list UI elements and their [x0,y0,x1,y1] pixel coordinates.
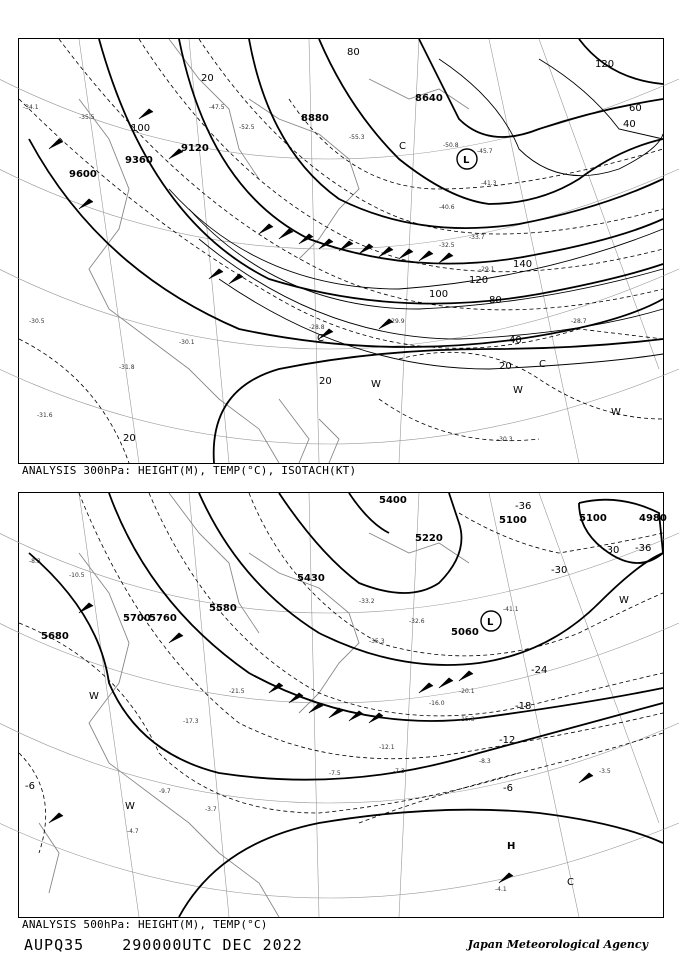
temp-sample: -3.7 [205,806,217,813]
warm-marker: W [371,379,381,390]
height-label: 5060 [451,627,479,638]
height-labels [41,495,667,642]
height-label: 4980 [639,513,667,524]
warm-marker: W [125,801,135,812]
height-label: 5100 [499,515,527,526]
isotherm-label: -18 [515,701,532,712]
temp-sample: -41.3 [481,180,497,187]
height-label: 5760 [149,613,177,624]
high-marker: H [507,841,516,852]
temp-sample: -8.3 [479,758,491,765]
isotach-label: 80 [347,47,360,58]
height-label: 5400 [379,495,407,506]
isotach-label: 20 [123,433,136,444]
temp-sample: -32.6 [409,618,425,625]
low-marker: L [463,155,470,166]
isotherm-label: -30 [603,545,620,556]
height-label: 5430 [297,573,325,584]
coastline [39,493,469,917]
isotherm-label: -24 [531,665,548,676]
temp-sample: -31.8 [119,364,135,371]
map-300hpa [19,39,663,463]
temp-sample: -30.5 [29,318,45,325]
isotherm-label: -36 [635,543,652,554]
caption-500hpa: ANALYSIS 500hPa: HEIGHT(M), TEMP(°C) [22,918,268,931]
isotach-label: 100 [131,123,151,134]
temp-sample: -33.2 [359,598,375,605]
low-marker: L [487,617,494,628]
temp-sample: -28.8 [309,324,325,331]
height-label: 5680 [41,631,69,642]
height-label: 5220 [415,533,443,544]
isotach-label: 20 [201,73,214,84]
temp-sample: -7.3 [393,768,405,775]
warm-marker: W [619,595,629,606]
isotherm-label: -6 [503,783,513,794]
temp-sample: -21.5 [229,688,245,695]
chart-300hpa [18,38,664,464]
isotherm-label: -6 [25,781,35,792]
isotach-label: 120 [595,59,615,70]
temp-sample: -10.5 [69,572,85,579]
isotach-label: 20 [319,376,332,387]
bulletin-header [24,936,331,954]
isotach-label: 20 [499,361,512,372]
cold-marker: C [317,333,324,344]
temp-sample: -3.5 [599,768,611,775]
cold-marker: C [399,141,406,152]
isotherm-label: -36 [515,501,532,512]
isotherm-labels [25,501,651,794]
height-label: 8640 [415,93,443,104]
height-labels [69,93,443,180]
isotach-labels [123,47,642,444]
graticule [0,493,679,917]
height-label: 9360 [125,155,153,166]
temp-sample: -35.5 [79,114,95,121]
height-contours [29,39,663,463]
temp-sample: -7.5 [329,770,341,777]
temp-sample: -40.6 [439,204,455,211]
temp-sample: -31.6 [37,412,53,419]
isotach-label: 40 [623,119,636,130]
isotach-label: 80 [489,295,502,306]
temp-sample: -30.3 [497,436,513,443]
height-label: 9120 [181,143,209,154]
temp-sample: -47.5 [209,104,225,111]
cold-marker: C [539,359,546,370]
temperature-samples [29,558,611,893]
temperature-samples [23,104,587,443]
temp-sample: -28.7 [571,318,587,325]
agency-name: Japan Meteorological Agency [467,938,648,951]
warm-marker: W [611,407,621,418]
height-label: 9600 [69,169,97,180]
isotherms [19,493,663,853]
caption-300hpa: ANALYSIS 300hPa: HEIGHT(M), TEMP(°C), ISOTACH(KT) [22,464,357,477]
temp-sample: -15.3 [459,716,475,723]
warm-marker: W [513,385,523,396]
isotherm-label: -12 [499,735,516,746]
temp-sample: -4.1 [495,886,507,893]
temp-sample: -34.1 [23,104,39,111]
height-label: 5700 [123,613,151,624]
temp-sample: -52.5 [239,124,255,131]
bulletin-code: AUPQ35 [24,936,85,954]
temp-sample: -45.7 [477,148,493,155]
cold-marker: C [567,877,574,888]
isotherm-label: -30 [551,565,568,576]
height-label: 5580 [209,603,237,614]
isotach-label: 140 [513,259,533,270]
isotach-label: 60 [629,103,642,114]
temp-sample: -8.3 [29,558,41,565]
temp-sample: -30.1 [179,339,195,346]
warm-marker: W [89,691,99,702]
temp-sample: -50.8 [443,142,459,149]
temp-sample: -29.1 [479,266,495,273]
chart-500hpa [18,492,667,918]
temp-sample: -4.7 [127,828,139,835]
temp-sample: -12.1 [379,744,395,751]
temp-sample: -17.3 [183,718,199,725]
bulletin-datetime: 290000UTC DEC 2022 [122,936,303,954]
map-500hpa [19,493,667,917]
temp-sample: -35.3 [369,638,385,645]
temp-sample: -29.9 [389,318,405,325]
temp-sample: -55.3 [349,134,365,141]
height-label: 8880 [301,113,329,124]
temp-sample: -41.1 [503,606,519,613]
temp-sample: -20.1 [459,688,475,695]
temp-sample: -16.0 [429,700,445,707]
height-contours [29,493,663,917]
temp-sample: -9.7 [159,788,171,795]
center-markers [89,595,629,888]
isotach-label: 40 [509,335,522,346]
temp-sample: -32.5 [439,242,455,249]
isotach-label: 100 [429,289,449,300]
isotach-label: 120 [469,275,489,286]
height-label: 5100 [579,513,607,524]
wind-barbs [49,109,453,339]
temp-sample: -33.7 [469,234,485,241]
